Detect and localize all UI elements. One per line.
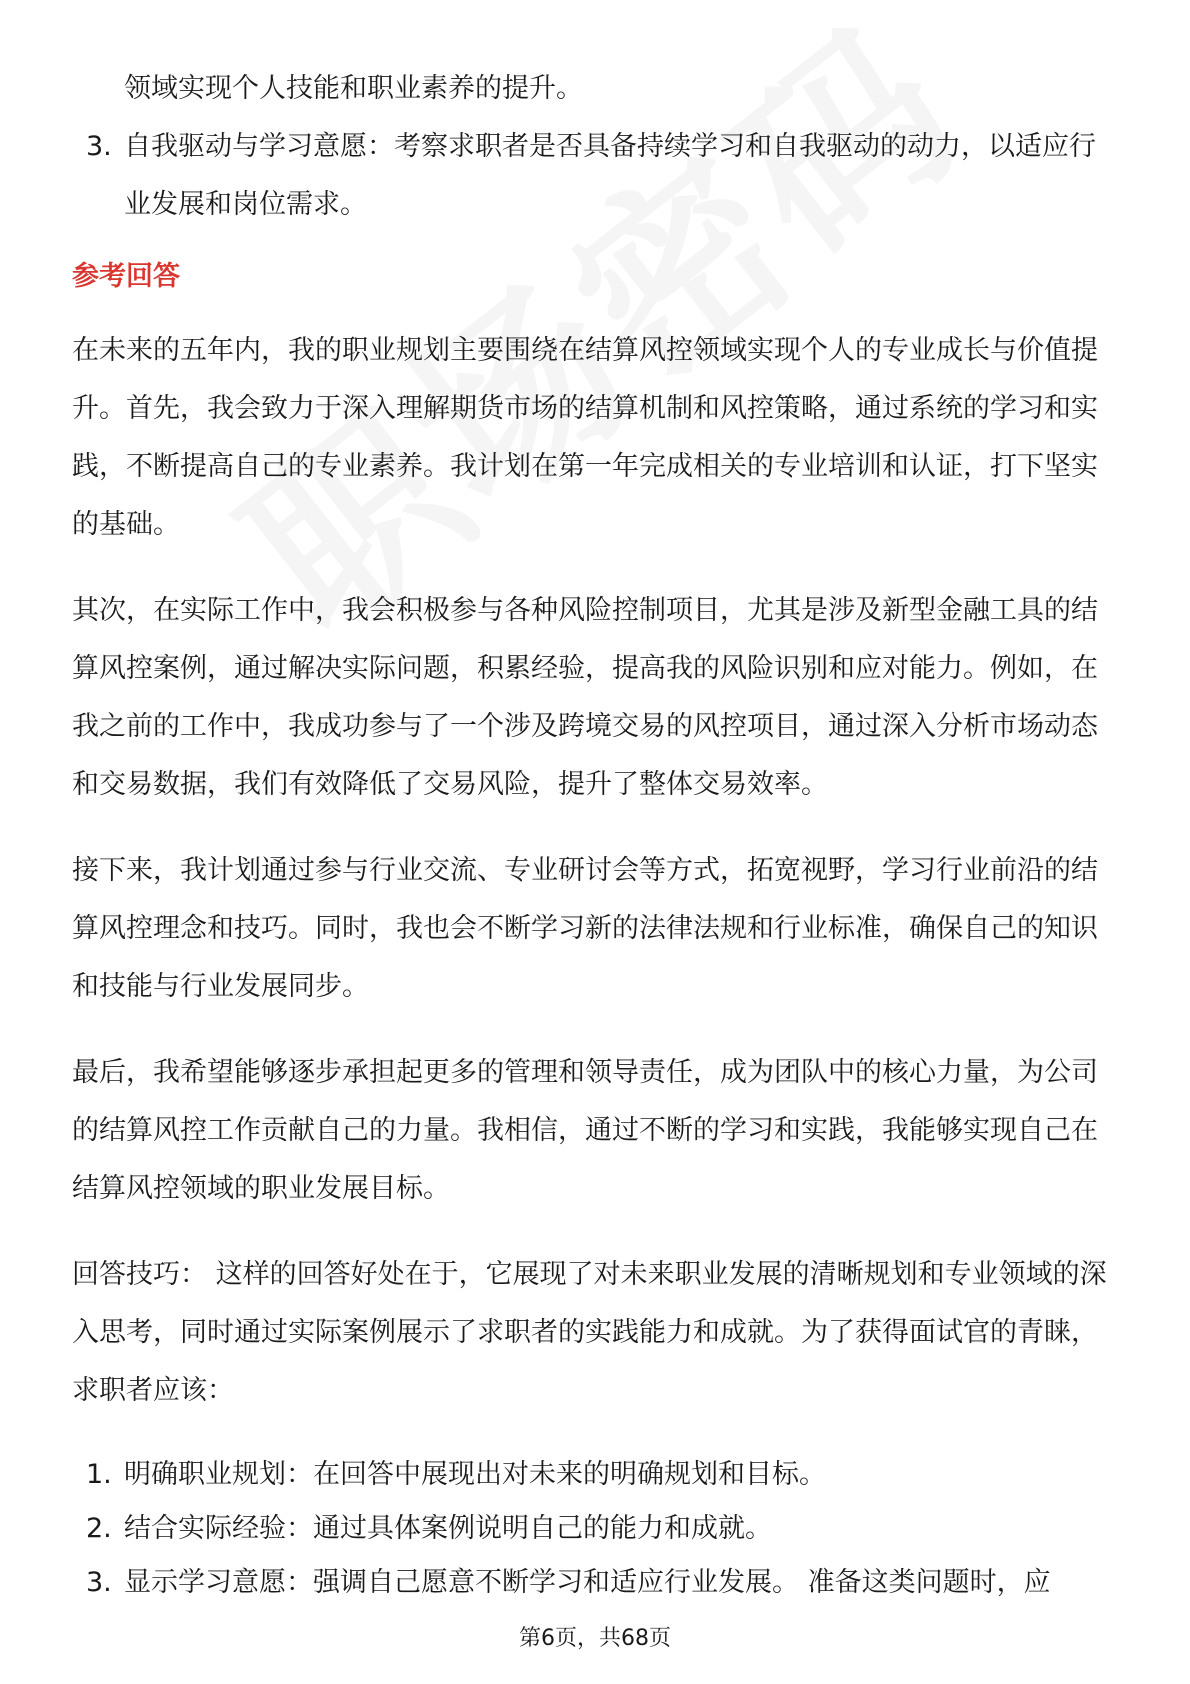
paragraph: 接下来，我计划通过参与行业交流、专业研讨会等方式，拓宽视野，学习行业前沿的结算风控理念和技巧。同时，我也会不断学习新的法律法规和行业标准，确保自己的知识和技能与行业发展同步。 — [72, 855, 1098, 1002]
list-item-text: 自我驱动与学习意愿：考察求职者是否具备持续学习和自我驱动的动力，以适应行业发展和岗位需求。 — [124, 131, 1096, 220]
list-item — [72, 1448, 1122, 1502]
list-item-text: 显示学习意愿：强调自己愿意不断学习和适应行业发展。 准备这类问题时，应 — [124, 1567, 1051, 1598]
list-item — [72, 1556, 1122, 1610]
list-item — [72, 118, 1122, 234]
list-item — [72, 1502, 1122, 1556]
list-number: 3. — [86, 131, 112, 162]
list-number: 2. — [86, 1513, 112, 1544]
answer-tips-paragraph: 回答技巧： 这样的回答好处在于，它展现了对未来职业发展的清晰规划和专业领域的深入思考，同时通过实际案例展示了求职者的实践能力和成就。为了获得面试官的青睐，求职者应该： — [72, 1259, 1107, 1406]
paragraph: 最后，我希望能够逐步承担起更多的管理和领导责任，成为团队中的核心力量，为公司的结算风控工作贡献自己的力量。我相信，通过不断的学习和实践，我能够实现自己在结算风控领域的职业发展目标。 — [72, 1057, 1098, 1204]
list-item-text: 明确职业规划：在回答中展现出对未来的明确规划和目标。 — [124, 1459, 826, 1490]
list-number: 3. — [86, 1567, 112, 1598]
list-item-text: 结合实际经验：通过具体案例说明自己的能力和成就。 — [124, 1513, 772, 1544]
page-footer: 第6页，共68页 — [519, 1626, 671, 1651]
tips-list — [72, 1448, 1122, 1610]
section-heading: 参考回答 — [72, 261, 180, 292]
paragraph: 在未来的五年内，我的职业规划主要围绕在结算风控领域实现个人的专业成长与价值提升。首先，我会致力于深入理解期货市场的结算机制和风控策略，通过系统的学习和实践，不断提高自己的专业素养。我计划在第一年完成相关的专业培训和认证，打下坚实的基础。 — [72, 335, 1098, 540]
page-content — [72, 60, 1122, 1610]
list-number: 1. — [86, 1459, 112, 1490]
paragraph: 其次，在实际工作中，我会积极参与各种风险控制项目，尤其是涉及新型金融工具的结算风控案例，通过解决实际问题，积累经验，提高我的风险识别和应对能力。例如，在我之前的工作中，我成功参与了一个涉及跨境交易的风控项目，通过深入分析市场动态和交易数据，我们有效降低了交易风险，提升了整体交易效率。 — [72, 595, 1098, 800]
list-continuation: 领域实现个人技能和职业素养的提升。 — [124, 73, 583, 104]
